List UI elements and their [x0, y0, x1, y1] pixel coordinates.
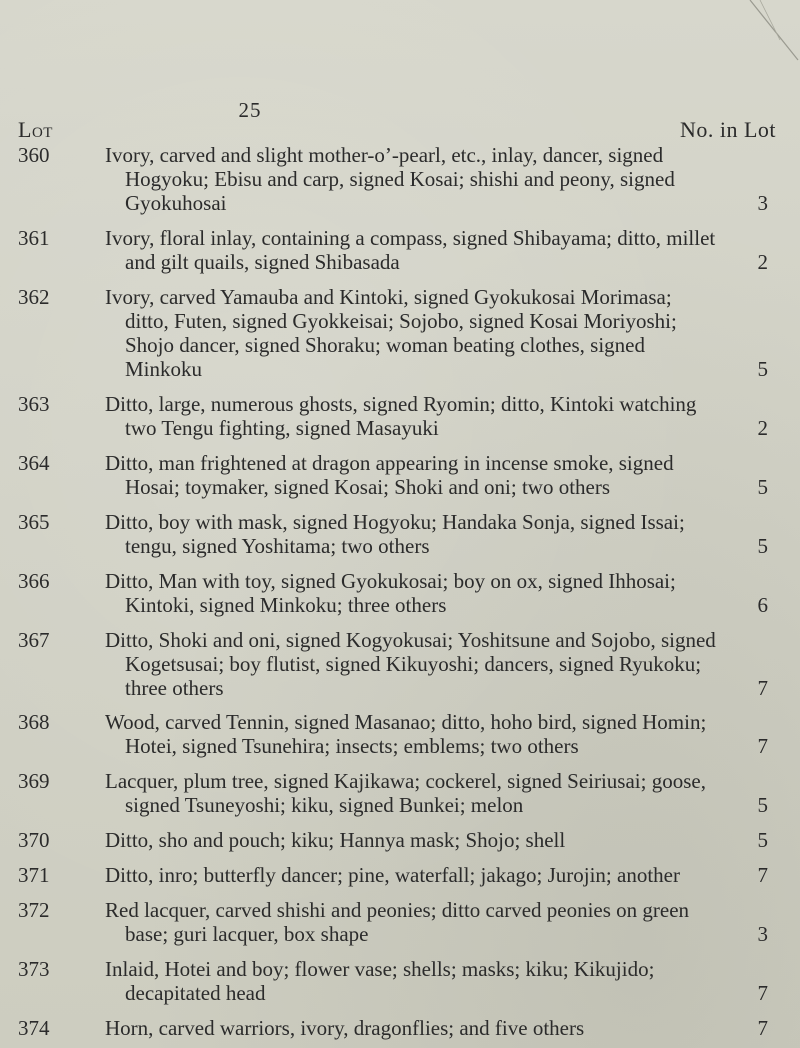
- lot-description: Ditto, Man with toy, signed Gyokukosai; boy on ox, signed Ihhosai; Kintoki, signed Minkoku; three others: [105, 568, 676, 617]
- lot-count: 7: [757, 863, 768, 888]
- lot-number: 374: [18, 1016, 50, 1040]
- lot-count: 7: [757, 675, 768, 700]
- lot-description: Horn, carved warriors, ivory, dragonflies; and five others: [105, 1016, 585, 1040]
- lot-description: Ditto, large, numerous ghosts, signed Ryomin; ditto, Kintoki watching two Tengu fighting, signed Masayuki: [105, 391, 697, 440]
- lot-number: 363: [18, 391, 50, 416]
- lot-number: 369: [18, 769, 50, 794]
- lot-count: 5: [757, 356, 768, 381]
- lot-number: 360: [18, 143, 50, 167]
- lot-description: Ditto, Shoki and oni, signed Kogyokusai; Yoshitsune and Sojobo, signed Kogetsusai; boy flutist, signed Kikuyoshi; dancers, signed Ryukoku; three others: [105, 627, 716, 700]
- lot-number: 365: [18, 509, 50, 534]
- lot-count: 6: [757, 592, 768, 617]
- lot-number: 371: [18, 863, 50, 888]
- lot-description: Red lacquer, carved shishi and peonies; ditto carved peonies on green base; guri lacquer, box shape: [105, 898, 690, 947]
- lot-number: 368: [18, 710, 50, 735]
- lot-description: Ivory, carved and slight mother-o’-pearl, etc., inlay, dancer, signed Hogyoku; Ebisu and carp, signed Kosai; shishi and peony, signed Gyokuhosai: [105, 143, 675, 215]
- lot-count: 7: [757, 734, 768, 759]
- lot-count: 3: [757, 191, 768, 215]
- lot-number: 366: [18, 568, 50, 593]
- lot-description: Ivory, floral inlay, containing a compass, signed Shibayama; ditto, millet and gilt quails, signed Shibasada: [105, 225, 716, 274]
- lot-count: 2: [757, 249, 768, 274]
- lot-count: 5: [757, 793, 768, 818]
- lot-number: 361: [18, 225, 50, 250]
- lot-number: 364: [18, 450, 50, 475]
- page-number: 25: [238, 98, 262, 122]
- lot-number: 372: [18, 898, 50, 923]
- lot-description: Ditto, sho and pouch; kiku; Hannya mask; Shojo; shell: [105, 828, 566, 853]
- lot-description: Ditto, inro; butterfly dancer; pine, waterfall; jakago; Jurojin; another: [105, 863, 680, 888]
- lot-number: 362: [18, 284, 50, 309]
- lot-description: Inlaid, Hotei and boy; flower vase; shells; masks; kiku; Kikujido; decapitated head: [105, 957, 655, 1006]
- lot-description: Ivory, carved Yamauba and Kintoki, signed Gyokukosai Morimasa; ditto, Futen, signed Gyokkeisai; Sojobo, signed Kosai Moriyoshi; Shojo dancer, signed Shoraku; woman beating clothes, signed Minkoku: [105, 284, 677, 381]
- lot-description: Wood, carved Tennin, signed Masanao; ditto, hoho bird, signed Homin; Hotei, signed Tsunehira; insects; emblems; two others: [105, 710, 707, 759]
- lot-description: Lacquer, plum tree, signed Kajikawa; cockerel, signed Seiriusai; goose, signed Tsuneyoshi; kiku, signed Bunkei; melon: [105, 769, 706, 818]
- lot-count: 3: [757, 922, 768, 947]
- count-column-heading: No. in Lot: [679, 117, 776, 142]
- lot-count: 2: [757, 415, 768, 440]
- lot-count: 5: [757, 828, 768, 853]
- lot-count: 5: [757, 474, 768, 499]
- lot-column-heading: Lot: [18, 117, 53, 142]
- lot-count: 7: [757, 1016, 768, 1040]
- lot-description: Ditto, man frightened at dragon appearing in incense smoke, signed Hosai; toymaker, signed Kosai; Shoki and oni; two others: [105, 450, 674, 499]
- lot-description: Ditto, boy with mask, signed Hogyoku; Handaka Sonja, signed Issai; tengu, signed Yoshitama; two others: [105, 509, 685, 558]
- lot-count: 5: [757, 533, 768, 558]
- lot-number: 373: [18, 957, 50, 982]
- lot-count: 7: [757, 981, 768, 1006]
- lot-number: 367: [18, 627, 50, 652]
- lot-number: 370: [18, 828, 50, 853]
